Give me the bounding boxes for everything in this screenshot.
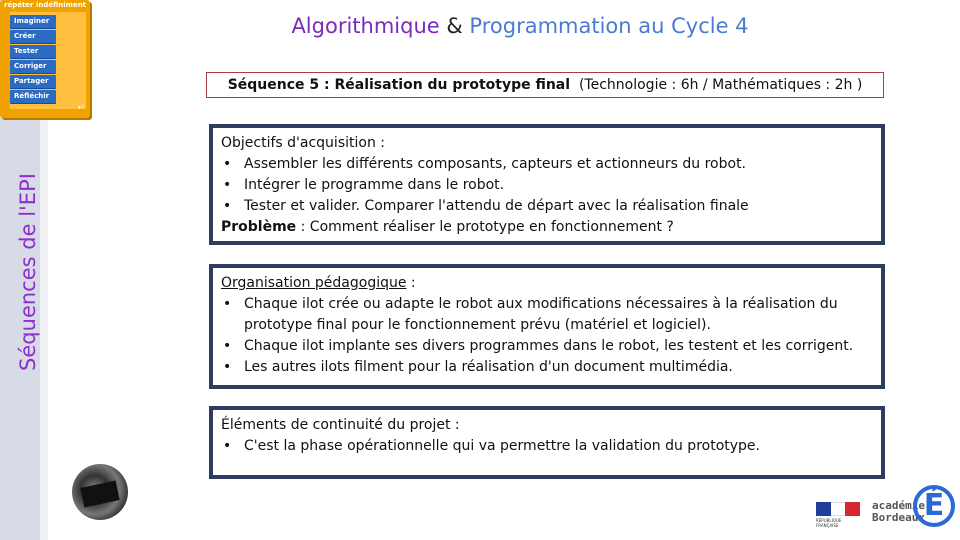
objectifs-list <box>221 154 873 217</box>
sequence-detail: (Technologie : 6h / Mathématiques : 2h ) <box>578 77 863 93</box>
list-item: • Tester et valider. Comparer l'attendu de départ avec la réalisation finale <box>221 196 873 217</box>
continuite-list <box>221 436 873 457</box>
continuite-title: Éléments de continuité du projet : <box>221 417 460 433</box>
loop-arrow-icon: ↵ <box>77 103 85 113</box>
list-item: • Les autres ilots filment pour la réalisation d'un document multimédia. <box>221 357 873 378</box>
organisation-title: Organisation pédagogique <box>221 275 407 291</box>
block-item-corriger: Corriger <box>10 60 56 74</box>
objectifs-card <box>209 124 885 245</box>
objectifs-title: Objectifs d'acquisition : <box>221 135 385 151</box>
title-amp: & <box>439 14 470 38</box>
education-e-logo: É <box>913 485 955 527</box>
block-item-creer: Créer <box>10 30 56 44</box>
academie-line2: Bordeaux <box>872 511 925 524</box>
list-item: • Assembler les différents composants, capteurs et actionneurs du robot. <box>221 154 873 175</box>
rf-text: RÉPUBLIQUE FRANÇAISE <box>816 518 842 528</box>
organisation-card <box>209 264 885 389</box>
block-item-reflechir: Réfléchir <box>10 90 56 104</box>
list-item: • Intégrer le programme dans le robot. <box>221 175 873 196</box>
organisation-list <box>221 294 873 378</box>
french-flag-icon <box>816 502 860 516</box>
sequence-box <box>206 72 884 98</box>
probleme-line <box>221 217 873 238</box>
continuite-card <box>209 406 885 479</box>
republique-francaise-logo <box>816 502 862 530</box>
block-item-partager: Partager <box>10 75 56 89</box>
probleme-label: Problème <box>221 219 297 235</box>
probleme-text: : Comment réaliser le prototype en fonctionnement ? <box>296 219 674 235</box>
sequence-label: Séquence 5 : Réalisation du prototype final <box>227 77 571 93</box>
side-title: Séquences de l'EPI <box>16 173 40 371</box>
block-menu-head: répéter indéfiniment <box>4 1 87 9</box>
list-item: • Chaque ilot crée ou adapte le robot aux modifications nécessaires à la réalisation du prototype final pour le fonctionnement prévu (matériel et logiciel). <box>221 294 873 336</box>
list-item: • C'est la phase opérationnelle qui va permettre la validation du prototype. <box>221 436 873 457</box>
title-part2: Programmation au Cycle 4 <box>469 14 749 38</box>
block-item-imaginer: Imaginer <box>10 15 56 29</box>
list-item: • Chaque ilot implante ses divers programmes dans le robot, les testent et les corrigent. <box>221 336 873 357</box>
robot-photo <box>72 464 128 520</box>
organisation-title-line <box>221 273 873 294</box>
title-part1: Algorithmique <box>291 14 440 38</box>
organisation-title-suffix: : <box>406 275 416 291</box>
page-title <box>0 14 960 38</box>
block-item-tester: Tester <box>10 45 56 59</box>
academie-line1: académie <box>872 499 925 512</box>
